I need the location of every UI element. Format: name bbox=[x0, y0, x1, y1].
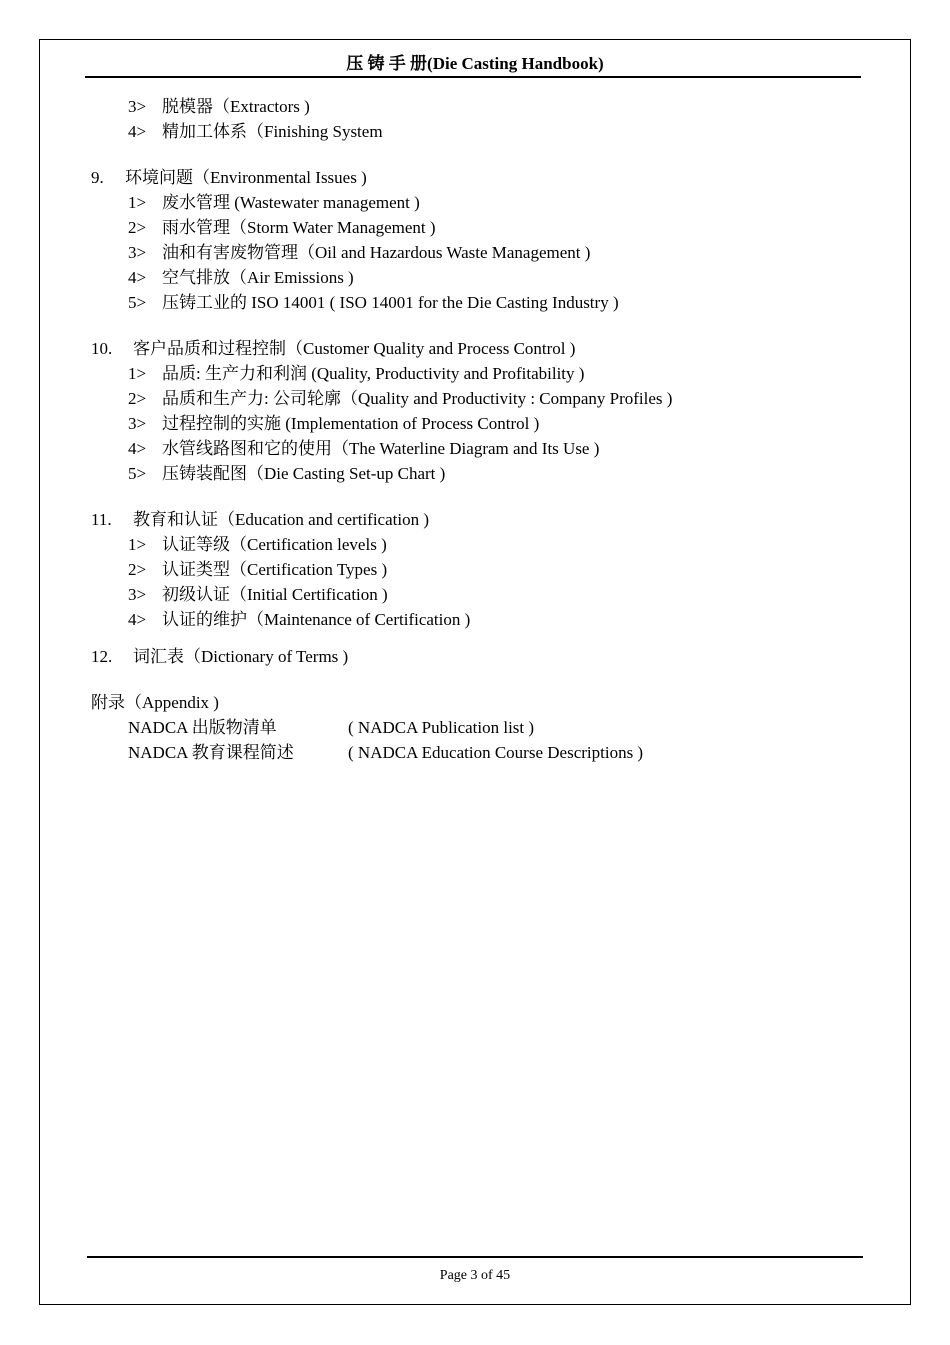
item-text: 压铸装配图（Die Casting Set-up Chart ) bbox=[162, 464, 446, 483]
header-rule bbox=[85, 76, 861, 78]
item-text: 认证的维护（Maintenance of Certification ) bbox=[162, 610, 471, 629]
list-item bbox=[91, 119, 881, 144]
list-item bbox=[91, 461, 881, 486]
appendix-item bbox=[91, 740, 881, 765]
item-text: 雨水管理（Storm Water Management ) bbox=[162, 218, 436, 237]
item-text: 认证等级（Certification levels ) bbox=[162, 535, 387, 554]
list-item bbox=[91, 190, 881, 215]
item-text: 空气排放（Air Emissions ) bbox=[162, 268, 354, 287]
item-label: 5> bbox=[128, 293, 147, 312]
item-label: 5> bbox=[128, 464, 147, 483]
item-label: 4> bbox=[128, 439, 147, 458]
section-heading bbox=[91, 165, 881, 190]
section-heading bbox=[91, 336, 881, 361]
list-item bbox=[91, 290, 881, 315]
item-label: 3> bbox=[128, 414, 147, 433]
section-heading bbox=[91, 644, 881, 669]
item-label: 4> bbox=[128, 122, 147, 141]
appendix-item-name: NADCA 出版物清单 bbox=[128, 718, 277, 737]
section-title: 客户品质和过程控制（Customer Quality and Process Control ) bbox=[133, 339, 576, 358]
list-item bbox=[91, 265, 881, 290]
item-label: 3> bbox=[128, 243, 147, 262]
appendix-item-name: NADCA 教育课程简述 bbox=[128, 743, 294, 762]
item-text: 品质: 生产力和利润 (Quality, Productivity and Profitability ) bbox=[162, 364, 585, 383]
header-title: 压 铸 手 册(Die Casting Handbook) bbox=[346, 54, 604, 73]
item-text: 初级认证（Initial Certification ) bbox=[162, 585, 388, 604]
appendix-heading: 附录（Appendix ) bbox=[91, 693, 219, 712]
item-label: 1> bbox=[128, 364, 147, 383]
list-item bbox=[91, 557, 881, 582]
item-text: 品质和生产力: 公司轮廓（Quality and Productivity : Company Profiles ) bbox=[162, 389, 673, 408]
item-text: 精加工体系（Finishing System bbox=[162, 122, 383, 141]
list-item bbox=[91, 607, 881, 632]
section-title: 环境问题（Environmental Issues ) bbox=[125, 168, 367, 187]
section-number: 12. bbox=[91, 647, 113, 666]
item-label: 2> bbox=[128, 389, 147, 408]
section-number: 9. bbox=[91, 168, 104, 187]
section-title: 教育和认证（Education and certification ) bbox=[133, 510, 429, 529]
appendix-item-desc: ( NADCA Education Course Descriptions ) bbox=[348, 743, 644, 762]
section-heading bbox=[91, 507, 881, 532]
item-label: 2> bbox=[128, 218, 147, 237]
item-text: 认证类型（Certification Types ) bbox=[162, 560, 388, 579]
section-number: 10. bbox=[91, 339, 113, 358]
section-number: 11. bbox=[91, 510, 112, 529]
item-label: 3> bbox=[128, 585, 147, 604]
item-text: 废水管理 (Wastewater management ) bbox=[162, 193, 420, 212]
section-title: 词汇表（Dictionary of Terms ) bbox=[133, 647, 349, 666]
item-label: 2> bbox=[128, 560, 147, 579]
list-item bbox=[91, 532, 881, 557]
item-text: 脱模器（Extractors ) bbox=[162, 97, 310, 116]
list-item bbox=[91, 411, 881, 436]
item-label: 1> bbox=[128, 193, 147, 212]
list-item bbox=[91, 386, 881, 411]
item-text: 油和有害废物管理（Oil and Hazardous Waste Management ) bbox=[162, 243, 591, 262]
appendix-item bbox=[91, 715, 881, 740]
item-label: 4> bbox=[128, 610, 147, 629]
appendix-item-desc: ( NADCA Publication list ) bbox=[348, 718, 535, 737]
list-item bbox=[91, 436, 881, 461]
list-item bbox=[91, 582, 881, 607]
item-text: 压铸工业的 ISO 14001 ( ISO 14001 for the Die Casting Industry ) bbox=[162, 293, 619, 312]
item-label: 3> bbox=[128, 97, 147, 116]
item-text: 过程控制的实施 (Implementation of Process Control ) bbox=[162, 414, 540, 433]
item-text: 水管线路图和它的使用（The Waterline Diagram and Its Use ) bbox=[162, 439, 600, 458]
toc-content bbox=[91, 94, 881, 765]
list-item bbox=[91, 361, 881, 386]
item-label: 1> bbox=[128, 535, 147, 554]
list-item bbox=[91, 94, 881, 119]
list-item bbox=[91, 240, 881, 265]
list-item bbox=[91, 215, 881, 240]
footer-rule bbox=[87, 1256, 863, 1258]
item-label: 4> bbox=[128, 268, 147, 287]
page-number: Page 3 of 45 bbox=[439, 1268, 511, 1283]
